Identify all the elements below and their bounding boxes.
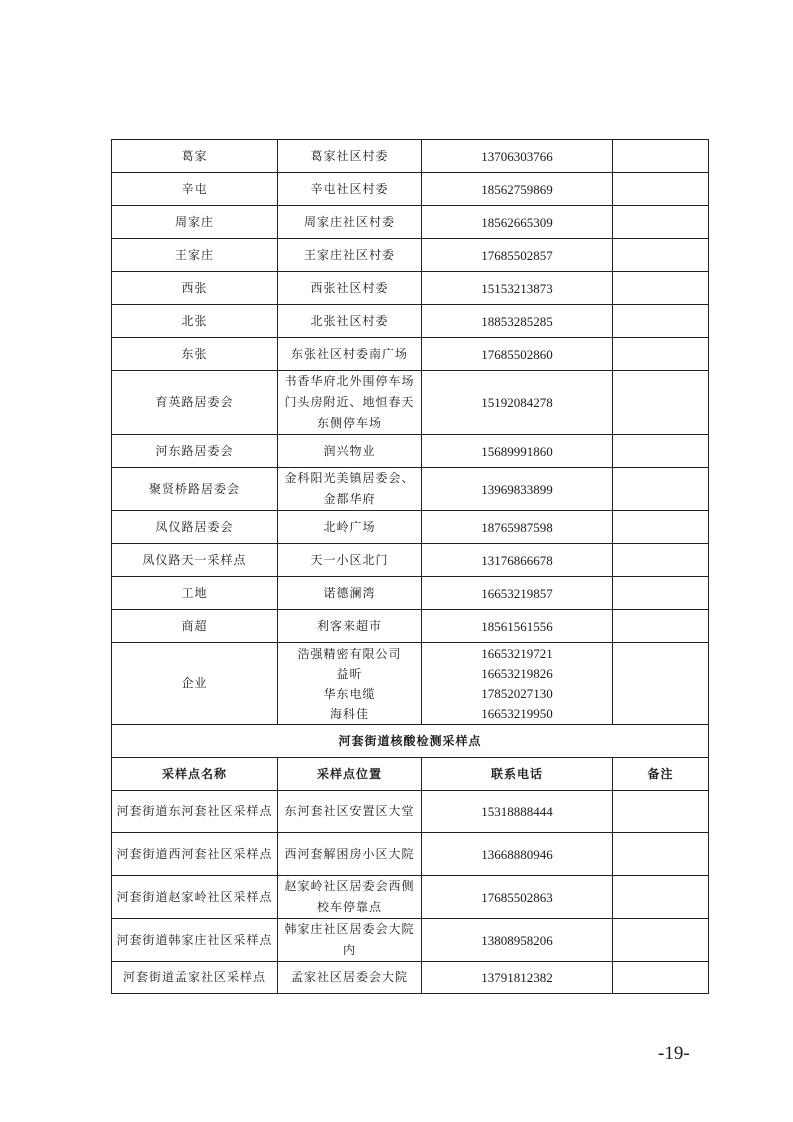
site-location: 北张社区村委 [278, 305, 422, 338]
site-name: 商超 [112, 610, 278, 643]
site-note [613, 272, 709, 305]
site-location: 孟家社区居委会大院 [278, 962, 422, 994]
site-name: 北张 [112, 305, 278, 338]
table-row [112, 371, 709, 435]
enterprise-phone: 16653219721 [481, 645, 553, 661]
table-row [112, 610, 709, 643]
site-location: 北岭广场 [278, 511, 422, 544]
page-number: -19- [658, 1043, 690, 1064]
site-note [613, 371, 709, 435]
site-phone: 13706303766 [422, 140, 613, 173]
table-row [112, 338, 709, 371]
enterprise-location: 华东电缆 [323, 686, 376, 701]
site-name: 周家庄 [112, 206, 278, 239]
table-row [112, 962, 709, 994]
site-note [613, 577, 709, 610]
site-location: 西河套解困房小区大院 [278, 833, 422, 876]
enterprise-phone: 16653219950 [481, 705, 553, 721]
site-phone: 15689991860 [422, 435, 613, 468]
site-name: 聚贤桥路居委会 [112, 468, 278, 511]
site-phone: 13668880946 [422, 833, 613, 876]
site-phone: 18853285285 [422, 305, 613, 338]
site-note [613, 643, 709, 725]
table-row [112, 876, 709, 919]
header-phone: 联系电话 [422, 758, 613, 791]
site-location: 东河套社区安置区大堂 [278, 791, 422, 833]
enterprise-phone: 16653219826 [481, 665, 553, 681]
site-name: 辛屯 [112, 173, 278, 206]
sampling-points-table [111, 139, 709, 994]
site-name: 凤仪路居委会 [112, 511, 278, 544]
site-location: 王家庄社区村委 [278, 239, 422, 272]
site-name: 葛家 [112, 140, 278, 173]
site-location: 利客来超市 [278, 610, 422, 643]
table-body [112, 140, 709, 994]
site-phone: 13176866678 [422, 544, 613, 577]
site-phone: 15153213873 [422, 272, 613, 305]
site-phone: 18561561556 [422, 610, 613, 643]
site-note [613, 338, 709, 371]
table-row [112, 468, 709, 511]
site-location: 辛屯社区村委 [278, 173, 422, 206]
site-location-list [278, 643, 422, 725]
site-name: 河套街道韩家庄社区采样点 [112, 919, 278, 962]
table-row [112, 435, 709, 468]
site-note [613, 305, 709, 338]
header-name: 采样点名称 [112, 758, 278, 791]
site-name: 河套街道西河套社区采样点 [112, 833, 278, 876]
site-name: 河套街道孟家社区采样点 [112, 962, 278, 994]
site-note [613, 173, 709, 206]
site-phone: 17685502857 [422, 239, 613, 272]
site-phone: 15192084278 [422, 371, 613, 435]
site-note [613, 791, 709, 833]
enterprise-location: 浩强精密有限公司 [297, 646, 402, 661]
site-location: 葛家社区村委 [278, 140, 422, 173]
table-row [112, 919, 709, 962]
table-row [112, 511, 709, 544]
site-location: 东张社区村委南广场 [278, 338, 422, 371]
table-row [112, 206, 709, 239]
site-phone: 13808958206 [422, 919, 613, 962]
site-phone: 18562759869 [422, 173, 613, 206]
site-phone: 16653219857 [422, 577, 613, 610]
site-location: 润兴物业 [278, 435, 422, 468]
site-note [613, 511, 709, 544]
site-location: 书香华府北外围停车场门头房附近、地恒春天东侧停车场 [278, 371, 422, 435]
site-note [613, 206, 709, 239]
site-name: 西张 [112, 272, 278, 305]
site-note [613, 876, 709, 919]
enterprise-row [112, 643, 709, 725]
site-note [613, 140, 709, 173]
site-location: 西张社区村委 [278, 272, 422, 305]
section-title-row [112, 725, 709, 758]
table-row [112, 173, 709, 206]
site-note [613, 962, 709, 994]
site-name: 河套街道赵家岭社区采样点 [112, 876, 278, 919]
section-title: 河套街道核酸检测采样点 [112, 725, 709, 758]
table-row [112, 305, 709, 338]
table-row [112, 239, 709, 272]
site-note [613, 833, 709, 876]
site-phone: 15318888444 [422, 791, 613, 833]
site-phone-list [422, 643, 613, 725]
enterprise-phone: 17852027130 [481, 685, 553, 701]
site-phone: 13791812382 [422, 962, 613, 994]
site-phone: 18765987598 [422, 511, 613, 544]
table-row [112, 791, 709, 833]
site-name: 凤仪路天一采样点 [112, 544, 278, 577]
site-name: 河套街道东河套社区采样点 [112, 791, 278, 833]
site-location: 韩家庄社区居委会大院内 [278, 919, 422, 962]
table-row [112, 544, 709, 577]
site-name: 王家庄 [112, 239, 278, 272]
site-location: 赵家岭社区居委会西侧校车停靠点 [278, 876, 422, 919]
site-location: 周家庄社区村委 [278, 206, 422, 239]
site-phone: 18562665309 [422, 206, 613, 239]
site-note [613, 239, 709, 272]
header-note: 备注 [613, 758, 709, 791]
site-note [613, 435, 709, 468]
enterprise-location: 海科佳 [329, 706, 369, 721]
site-name: 工地 [112, 577, 278, 610]
site-phone: 17685502860 [422, 338, 613, 371]
site-name: 企业 [112, 643, 278, 725]
table-row [112, 140, 709, 173]
site-name: 东张 [112, 338, 278, 371]
site-note [613, 919, 709, 962]
site-note [613, 544, 709, 577]
site-phone: 13969833899 [422, 468, 613, 511]
section-header-row [112, 758, 709, 791]
table-row [112, 272, 709, 305]
site-location: 天一小区北门 [278, 544, 422, 577]
table-row [112, 577, 709, 610]
enterprise-location: 益昕 [336, 666, 363, 681]
site-name: 育英路居委会 [112, 371, 278, 435]
site-location: 诺德澜湾 [278, 577, 422, 610]
site-location: 金科阳光美镇居委会、金都华府 [278, 468, 422, 511]
site-note [613, 468, 709, 511]
header-location: 采样点位置 [278, 758, 422, 791]
table-row [112, 833, 709, 876]
site-phone: 17685502863 [422, 876, 613, 919]
site-note [613, 610, 709, 643]
site-name: 河东路居委会 [112, 435, 278, 468]
